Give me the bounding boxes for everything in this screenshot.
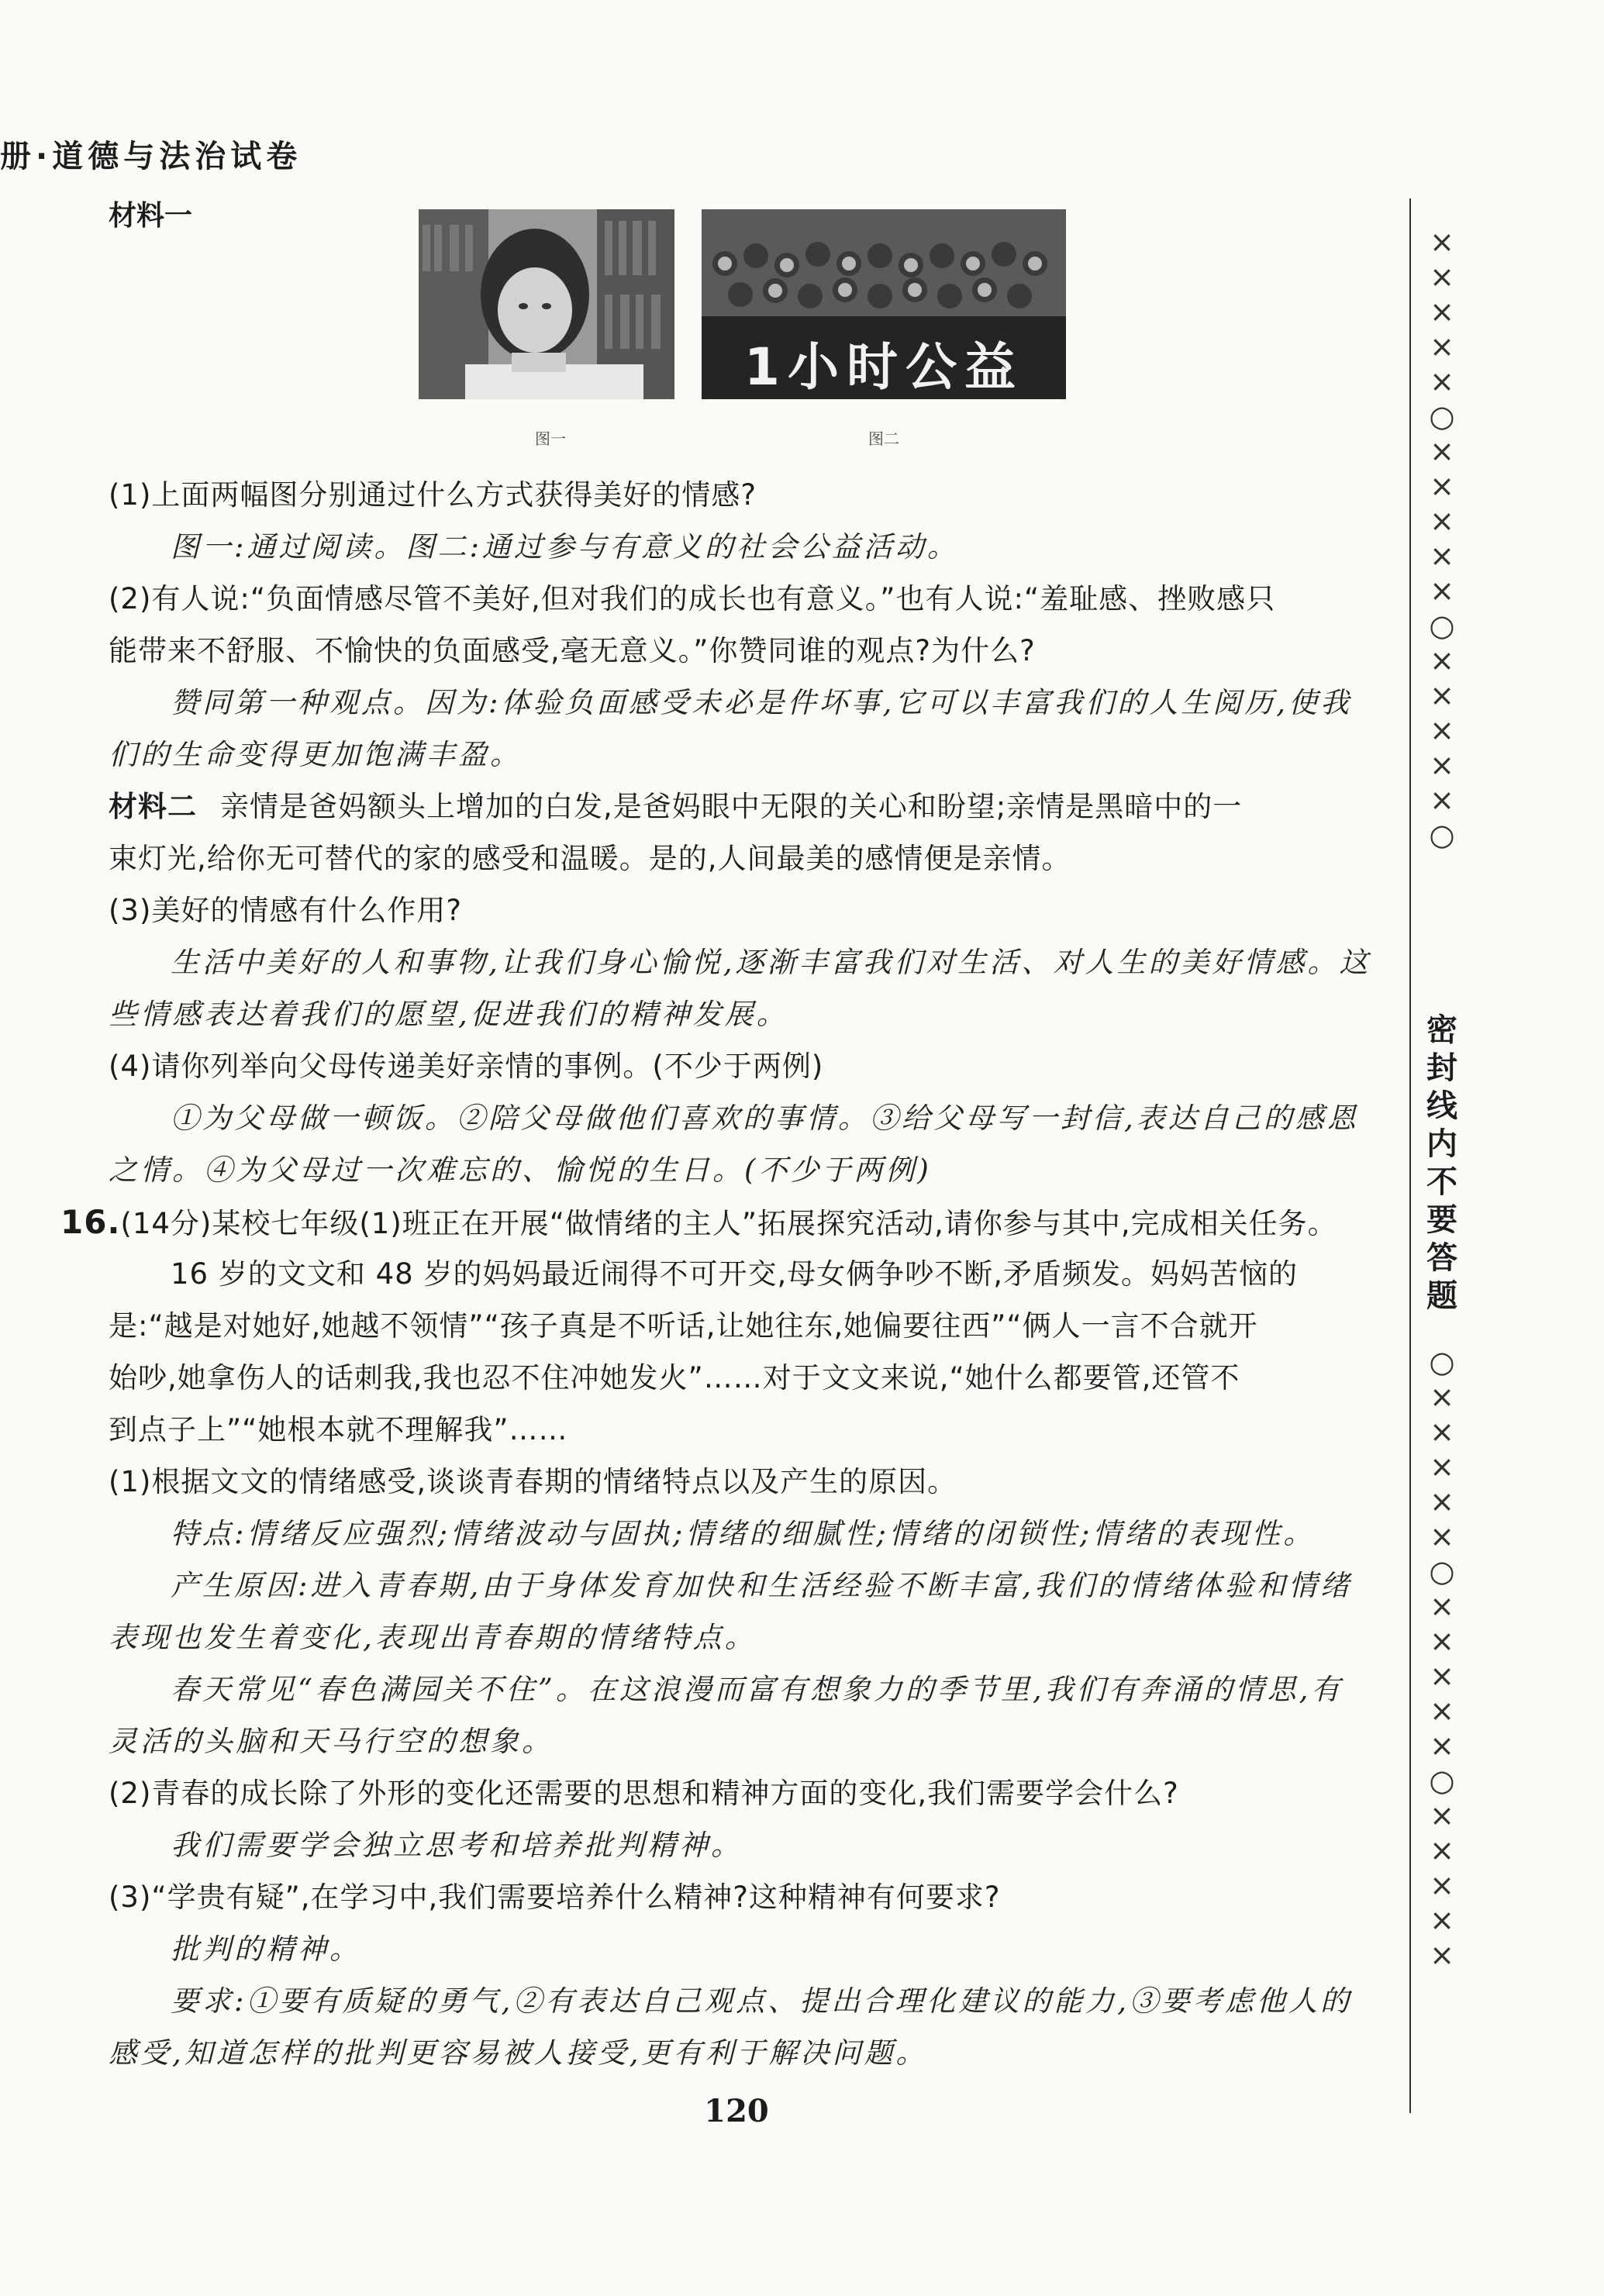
q16-answer-1-cause-line-2: 表现也发生着变化,表现出青春期的情绪特点。 [109,1621,757,1654]
material-2-line-1 [109,784,1388,830]
q16-answer-3-line-1: 批判的精神。 [171,1932,361,1966]
q16-story-line-2: 是:“越是对她好,她越不领情”“孩子真是不听话,让她往东,她偏要往西”“俩人一言不合就开 [109,1309,1258,1343]
seal-marks-top: ×××××○×××××○×××××○ [1429,225,1455,852]
q16-question-3: (3)“学贵有疑”,在学习中,我们需要培养什么精神?这种精神有何要求? [109,1881,1001,1914]
q16-answer-1-extra-line-2: 灵活的头脑和天马行空的想象。 [109,1725,554,1758]
figure-1-image [419,209,674,399]
question-16-number: 16. [60,1203,121,1241]
q16-answer-1-extra-line-1: 春天常见“春色满园关不住”。在这浪漫而富有想象力的季节里,我们有奔涌的情思,有 [171,1673,1344,1706]
q16-question-2: (2)青春的成长除了外形的变化还需要的思想和精神方面的变化,我们需要学会什么? [109,1777,1179,1810]
page-header: 册·道德与法治试卷 [0,139,302,174]
answer-4-line-1: ①为父母做一顿饭。②陪父母做他们喜欢的事情。③给父母写一封信,表达自己的感恩 [171,1101,1359,1135]
seal-line [1409,198,1411,2113]
figure-2-caption: 图二 [868,429,899,448]
answer-4-line-2: 之情。④为父母过一次难忘的、愉悦的生日。(不少于两例) [109,1153,932,1187]
material-2-text: 亲情是爸妈额头上增加的白发,是爸妈眼中无限的关心和盼望;亲情是黑暗中的一 [220,790,1243,823]
question-16-heading [60,1199,1340,1247]
answer-3-line-2: 些情感表达着我们的愿望,促进我们的精神发展。 [109,998,788,1031]
answer-2-line-2: 们的生命变得更加饱满丰盈。 [109,738,522,771]
figure-2-image [702,209,1066,399]
q16-answer-1-features: 特点:情绪反应强烈;情绪波动与固执;情绪的细腻性;情绪的闭锁性;情绪的表现性。 [171,1517,1316,1550]
answer-1: 图一:通过阅读。图二:通过参与有意义的社会公益活动。 [171,530,959,564]
q16-question-1: (1)根据文文的情绪感受,谈谈青春期的情绪特点以及产生的原因。 [109,1465,957,1498]
q16-answer-3-line-2: 要求:①要有质疑的勇气,②有表达自己观点、提出合理化建议的能力,③要考虑他人的 [171,1984,1352,2018]
figure-1-caption: 图一 [535,429,566,448]
seal-marks-bottom: ○×××××○×××××○××××× [1429,1345,1455,1972]
q16-story-line-4: 到点子上”“她根本就不理解我”…… [109,1413,568,1446]
material-2-line-2: 束灯光,给你无可替代的家的感受和温暖。是的,人间最美的感情便是亲情。 [109,842,1071,875]
material-2-label: 材料二 [109,790,197,823]
q16-answer-1-cause-line-1: 产生原因:进入青春期,由于身体发育加快和生活经验不断丰富,我们的情绪体验和情绪 [171,1569,1352,1602]
figure-2-banner-text: 1小时公益 [744,337,1023,397]
answer-2-line-1: 赞同第一种观点。因为:体验负面感受未必是件坏事,它可以丰富我们的人生阅历,使我 [171,686,1352,719]
question-16-text: (14分)某校七年级(1)班正在开展“做情绪的主人”拓展探究活动,请你参与其中,完成相关任务。 [120,1207,1337,1240]
answer-3-line-1: 生活中美好的人和事物,让我们身心愉悦,逐渐丰富我们对生活、对人生的美好情感。这 [171,946,1371,979]
question-4: (4)请你列举向父母传递美好亲情的事例。(不少于两例) [109,1050,824,1083]
q16-answer-2: 我们需要学会独立思考和培养批判精神。 [171,1829,743,1862]
question-2-line-1: (2)有人说:“负面情感尽管不美好,但对我们的成长也有意义。”也有人说:“羞耻感、挫败感只 [109,582,1276,615]
question-1: (1)上面两幅图分别通过什么方式获得美好的情感? [109,478,757,512]
question-3: (3)美好的情感有什么作用? [109,894,463,927]
question-2-line-2: 能带来不舒服、不愉快的负面感受,毫无意义。”你赞同谁的观点?为什么? [109,634,1036,667]
page-number: 120 [704,2093,769,2129]
q16-answer-3-line-3: 感受,知道怎样的批判更容易被人接受,更有利于解决问题。 [109,2036,928,2070]
q16-story-line-3: 始吵,她拿伤人的话刺我,我也忍不住冲她发火”……对于文文来说,“她什么都要管,还管不 [109,1361,1240,1394]
q16-story-line-1: 16 岁的文文和 48 岁的妈妈最近闹得不可开交,母女俩争吵不断,矛盾频发。妈妈苦恼的 [171,1257,1298,1291]
material-1-label: 材料一 [109,200,193,232]
seal-notice: 密封线内不要答题 [1426,1012,1457,1314]
